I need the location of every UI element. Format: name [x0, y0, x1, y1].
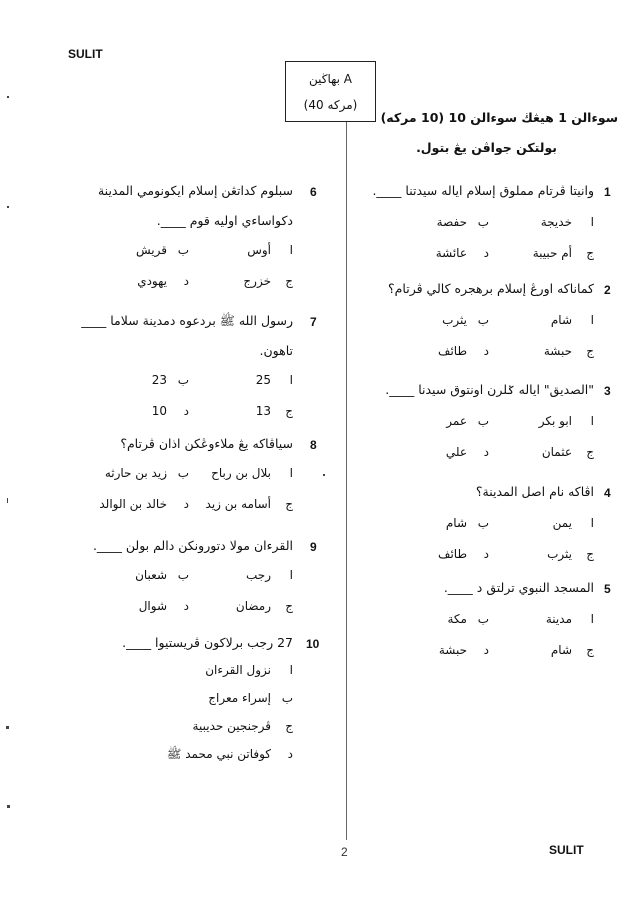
question-text-continued: دکواساءي اوليه قوم ____.: [156, 213, 293, 228]
option-text: شام: [550, 313, 572, 327]
question-number: 8: [310, 438, 317, 452]
answer-option: [208, 691, 293, 705]
answer-option: [553, 516, 594, 530]
option-letter: ب: [177, 568, 189, 582]
option-letter: ا: [590, 215, 594, 229]
answer-option: [136, 243, 189, 257]
instructions-line-2: بولتکن جواڤن يڠ بتول.: [416, 140, 557, 155]
option-letter: د: [483, 445, 489, 459]
answer-option: [167, 747, 293, 764]
option-letter: ب: [177, 466, 189, 480]
option-text: يهودي: [137, 274, 167, 288]
option-text: حفصة: [436, 215, 467, 229]
answer-option: [551, 643, 594, 657]
option-letter: ج: [285, 719, 293, 733]
option-text: طائف: [438, 344, 467, 358]
question-text-continued: تاهون.: [259, 343, 293, 358]
option-text: شعبان: [135, 568, 167, 582]
option-letter: ج: [285, 599, 293, 613]
option-letter: ج: [586, 547, 594, 561]
confidential-label-bottom: SULIT: [549, 843, 584, 857]
option-text: عمر: [446, 414, 467, 428]
answer-option: [448, 612, 490, 626]
option-text: شام: [445, 516, 467, 530]
option-letter: ا: [289, 373, 293, 387]
option-letter: ا: [289, 466, 293, 480]
option-letter: ب: [477, 313, 489, 327]
option-text: ڤرجنجين حديبية: [192, 719, 271, 733]
option-text: خزرج: [243, 274, 271, 288]
answer-option: [211, 466, 293, 480]
option-letter: د: [183, 599, 189, 613]
question-text: وانيتا ڤرتام مملوق إسلام اياله سيدتنا ____.: [372, 183, 594, 198]
option-letter: ج: [285, 274, 293, 288]
question-text: "الصديق" اياله ݢلرن اونتوق سيدنا ____.: [385, 382, 594, 397]
scan-mark: [6, 726, 9, 729]
option-letter: ج: [586, 246, 594, 260]
option-text: يثرب: [547, 547, 572, 561]
answer-option: [205, 663, 293, 677]
option-text: أسامه بن زيد: [205, 497, 271, 511]
answer-option: [438, 547, 489, 561]
option-letter: ج: [586, 445, 594, 459]
option-letter: ب: [477, 612, 489, 626]
answer-option: [436, 246, 489, 260]
question-number: 3: [604, 384, 611, 398]
question-number: 10: [306, 637, 320, 651]
option-letter: ا: [289, 568, 293, 582]
answer-option: [139, 599, 189, 613]
answer-option: [551, 313, 594, 327]
answer-option: [236, 599, 293, 613]
option-letter: د: [183, 404, 189, 418]
question-text: رسول الله ﷺ بردعوه دمدينة سلاما ____: [81, 313, 293, 328]
answer-option: [206, 497, 293, 511]
option-text: عثمان: [541, 445, 572, 459]
answer-option: [439, 643, 489, 657]
option-letter: ا: [590, 414, 594, 428]
answer-option: [99, 497, 189, 511]
option-text: 10: [151, 404, 167, 418]
option-letter: ج: [285, 404, 293, 418]
option-text: ابو بكر: [538, 414, 572, 428]
option-text: رجب: [246, 568, 271, 582]
option-text: مكة: [447, 612, 467, 626]
answer-option: [541, 215, 594, 229]
option-letter: ج: [586, 344, 594, 358]
option-letter: ب: [477, 516, 489, 530]
answer-option: [135, 568, 189, 582]
answer-option: [152, 373, 189, 387]
question-number: 6: [310, 185, 317, 199]
answer-option: [438, 344, 489, 358]
answer-option: [243, 274, 293, 288]
answer-option: [437, 215, 489, 229]
instructions-line-1: سوءالن 1 هيڠڬ سوءالن 10 (10 مرکه): [380, 110, 618, 125]
option-letter: ب: [177, 373, 189, 387]
option-letter: د: [483, 643, 489, 657]
column-divider: [346, 88, 347, 840]
answer-option: [105, 466, 189, 480]
question-text: القرءان مولا دتورونکن دالم بولن ____.: [92, 538, 293, 553]
confidential-label-top: SULIT: [68, 47, 103, 61]
option-letter: ج: [586, 643, 594, 657]
option-letter: ا: [590, 612, 594, 626]
option-text: عائشة: [435, 246, 467, 260]
option-letter: ب: [477, 414, 489, 428]
option-text: کوفاتن نبي محمد ﷺ: [166, 747, 271, 761]
option-text: شام: [550, 643, 572, 657]
answer-option: [446, 445, 489, 459]
question-text: کماناکه اورڠ إسلام برهجره کالي ڤرتام؟: [388, 281, 594, 296]
answer-option: [446, 516, 489, 530]
question-text: سياڤاکه يڠ ملاءوڠکن اذان ڤرتام؟: [120, 436, 293, 451]
option-text: حبشة: [543, 344, 572, 358]
option-letter: د: [483, 246, 489, 260]
scan-mark: [7, 498, 8, 503]
question-number: 1: [604, 185, 611, 199]
option-text: 13: [255, 404, 271, 418]
option-text: زيد بن حارثه: [104, 466, 167, 480]
section-box: [285, 61, 376, 122]
question-number: 5: [604, 582, 611, 596]
option-text: أوس: [247, 243, 271, 257]
answer-option: [542, 445, 594, 459]
answer-option: [442, 313, 489, 327]
option-text: خالد بن الوالد: [99, 497, 167, 511]
question-number: 2: [604, 283, 611, 297]
option-letter: ا: [289, 663, 293, 677]
option-text: رمضان: [235, 599, 271, 613]
question-number: 7: [310, 315, 317, 329]
answer-option: [256, 404, 293, 418]
question-text: سبلوم کداتڠن إسلام ايکونومي المدينة: [97, 183, 293, 198]
option-letter: ا: [590, 516, 594, 530]
option-text: مدينة: [545, 612, 572, 626]
answer-option: [137, 274, 189, 288]
option-text: إسراء معراج: [208, 691, 271, 705]
answer-option: [539, 414, 594, 428]
section-title: بهاڬين A: [308, 72, 353, 86]
scan-mark: [7, 805, 10, 808]
option-letter: ا: [289, 243, 293, 257]
scan-mark: [7, 96, 9, 98]
answer-option: [247, 243, 293, 257]
option-text: أم حبيبة: [532, 246, 572, 260]
option-text: نزول القرءان: [205, 663, 271, 677]
option-letter: ب: [281, 691, 293, 705]
answer-option: [546, 612, 594, 626]
option-letter: د: [287, 747, 293, 761]
scan-mark: [323, 474, 325, 476]
option-text: خديجة: [540, 215, 572, 229]
option-letter: ب: [177, 243, 189, 257]
scan-mark: [7, 206, 9, 208]
answer-option: [544, 344, 594, 358]
answer-option: [547, 547, 594, 561]
option-text: علي: [445, 445, 467, 459]
answer-option: [533, 246, 594, 260]
page-number: 2: [341, 845, 348, 859]
option-letter: ب: [477, 215, 489, 229]
option-text: حبشة: [438, 643, 467, 657]
section-marks: (40 مرکه): [303, 98, 358, 112]
answer-option: [256, 373, 293, 387]
option-letter: د: [483, 344, 489, 358]
answer-option: [152, 404, 189, 418]
option-letter: د: [183, 497, 189, 511]
question-number: 4: [604, 486, 611, 500]
option-text: يمن: [552, 516, 572, 530]
question-text: اڤاکه نام اصل المدينة؟: [475, 484, 594, 499]
option-text: يثرب: [442, 313, 467, 327]
option-text: بلال بن رباح: [211, 466, 271, 480]
question-number: 9: [310, 540, 317, 554]
option-letter: ج: [285, 497, 293, 511]
question-text: المسجد النبوي ترلتق د ____.: [443, 580, 594, 595]
option-letter: د: [183, 274, 189, 288]
question-text: 27 رجب برلاکون ڤريستيوا ____.: [122, 635, 293, 650]
option-text: 25: [255, 373, 271, 387]
option-text: شوال: [138, 599, 167, 613]
answer-option: [446, 414, 489, 428]
answer-option: [246, 568, 293, 582]
option-text: قريش: [136, 243, 167, 257]
option-letter: د: [483, 547, 489, 561]
answer-option: [193, 719, 293, 733]
option-text: 23: [151, 373, 167, 387]
option-letter: ا: [590, 313, 594, 327]
option-text: طائف: [438, 547, 467, 561]
